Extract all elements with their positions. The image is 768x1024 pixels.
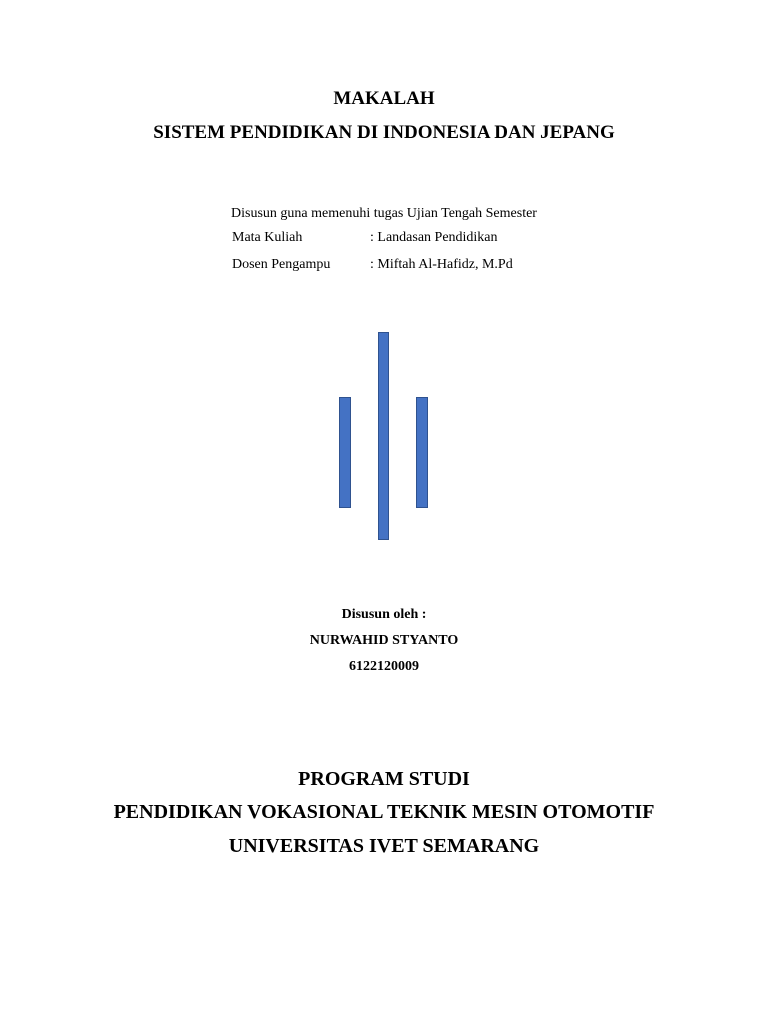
course-label: Mata Kuliah [232, 230, 303, 245]
logo-bar-right [416, 397, 428, 508]
lecturer-value: : Miftah Al-Hafidz, M.Pd [370, 257, 513, 272]
document-subtitle: SISTEM PENDIDIKAN DI INDONESIA DAN JEPANG [153, 122, 615, 143]
course-value: : Landasan Pendidikan [370, 230, 498, 245]
author-student-id: 6122120009 [349, 659, 419, 674]
lecturer-info-row [232, 256, 513, 274]
author-label: Disusun oleh : [341, 607, 427, 622]
purpose-statement: Disusun guna memenuhi tugas Ujian Tengah Semester [231, 206, 537, 221]
program-heading: PROGRAM STUDI [298, 768, 470, 790]
document-type-title: MAKALAH [333, 88, 435, 109]
university-heading: UNIVERSITAS IVET SEMARANG [228, 835, 540, 857]
course-info-row [232, 229, 498, 247]
author-name: NURWAHID STYANTO [309, 633, 459, 648]
logo-bar-left [339, 397, 351, 508]
logo-bar-center [378, 332, 389, 540]
lecturer-label: Dosen Pengampu [232, 257, 331, 272]
department-heading: PENDIDIKAN VOKASIONAL TEKNIK MESIN OTOMOTIF [113, 801, 655, 823]
